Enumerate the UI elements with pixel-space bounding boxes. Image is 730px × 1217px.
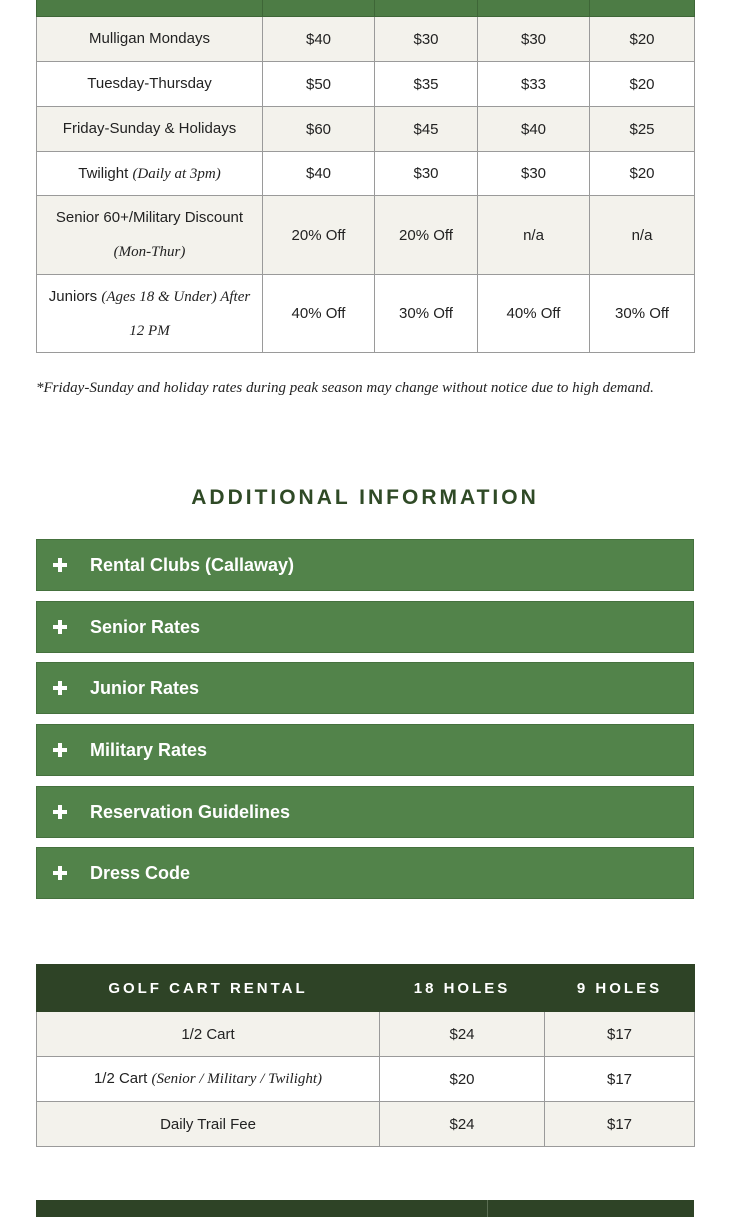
column-header: 9 HOLES: [545, 965, 695, 1012]
cart-cell: $17: [545, 1102, 695, 1147]
cart-label: Daily Trail Fee: [37, 1102, 380, 1147]
column-divider: [487, 1200, 488, 1217]
table-header-row-partial: [37, 0, 695, 17]
rate-cell: $60: [263, 107, 375, 152]
table-row: [37, 17, 695, 62]
table-row: [37, 152, 695, 196]
rate-cell: $30: [375, 17, 478, 62]
accordion-label: Reservation Guidelines: [90, 801, 291, 822]
accordion-label: Senior Rates: [90, 616, 201, 637]
rate-cell: 20% Off: [263, 196, 375, 275]
rate-cell: $20: [590, 17, 695, 62]
table-row: [37, 196, 695, 275]
table-row: [37, 62, 695, 107]
rates-footnote: *Friday-Sunday and holiday rates during peak season may change without notice due to high demand.: [36, 380, 654, 396]
rate-note: (Mon-Thur): [113, 244, 186, 260]
cart-cell: $17: [545, 1057, 695, 1102]
rate-label: Twilight (Daily at 3pm): [37, 152, 263, 196]
rate-cell: n/a: [590, 196, 695, 275]
accordion-military-rates[interactable]: [36, 724, 694, 776]
plus-icon: [37, 681, 85, 695]
cart-label: 1/2 Cart (Senior / Military / Twilight): [37, 1057, 380, 1102]
rate-label: Senior 60+/Military Discount (Mon-Thur): [37, 196, 263, 275]
accordion-label: Rental Clubs (Callaway): [90, 554, 295, 575]
rate-cell: 40% Off: [478, 275, 590, 353]
cart-label: 1/2 Cart: [37, 1012, 380, 1057]
next-table-header-partial: [36, 1200, 694, 1217]
rate-cell: $33: [478, 62, 590, 107]
accordion-label: Junior Rates: [90, 677, 200, 698]
rate-label: Juniors (Ages 18 & Under) After 12 PM: [37, 275, 263, 353]
cart-cell: $24: [380, 1102, 545, 1147]
accordion-senior-rates[interactable]: [36, 601, 694, 653]
plus-icon: [37, 743, 85, 757]
rate-note: (Daily at 3pm): [132, 165, 221, 182]
cart-cell: $17: [545, 1012, 695, 1057]
column-header: GOLF CART RENTAL: [37, 965, 380, 1012]
table-row: [37, 107, 695, 152]
rate-cell: $30: [478, 152, 590, 196]
accordion-dress-code[interactable]: [36, 847, 694, 899]
rate-cell: $20: [590, 62, 695, 107]
plus-icon: [37, 620, 85, 634]
rate-label: Tuesday-Thursday: [37, 62, 263, 107]
accordion-rental-clubs[interactable]: [36, 539, 694, 591]
rate-cell: $25: [590, 107, 695, 152]
rate-label: Mulligan Mondays: [37, 17, 263, 62]
rate-cell: $40: [263, 17, 375, 62]
plus-icon: [37, 805, 85, 819]
table-row: [37, 1057, 695, 1102]
golf-cart-rental-table: [36, 964, 695, 1147]
column-header: 18 HOLES: [380, 965, 545, 1012]
rate-cell: $20: [590, 152, 695, 196]
rate-cell: $30: [478, 17, 590, 62]
rate-cell: n/a: [478, 196, 590, 275]
section-heading: ADDITIONAL INFORMATION: [191, 486, 539, 509]
rate-cell: 30% Off: [375, 275, 478, 353]
cart-cell: $20: [380, 1057, 545, 1102]
accordion-junior-rates[interactable]: [36, 662, 694, 714]
plus-icon: [37, 558, 85, 572]
cart-cell: $24: [380, 1012, 545, 1057]
rate-cell: $50: [263, 62, 375, 107]
table-row: [37, 275, 695, 353]
accordion-label: Military Rates: [90, 739, 208, 760]
rate-label: Friday-Sunday & Holidays: [37, 107, 263, 152]
rate-cell: 30% Off: [590, 275, 695, 353]
rate-cell: $45: [375, 107, 478, 152]
table-row: [37, 1102, 695, 1147]
rate-cell: $30: [375, 152, 478, 196]
accordion-label: Dress Code: [90, 862, 191, 883]
green-fees-table: [36, 0, 695, 353]
rate-cell: $35: [375, 62, 478, 107]
rate-cell: 40% Off: [263, 275, 375, 353]
rate-cell: $40: [263, 152, 375, 196]
accordion-reservation-guidelines[interactable]: [36, 786, 694, 838]
rate-cell: $40: [478, 107, 590, 152]
plus-icon: [37, 866, 85, 880]
rate-cell: 20% Off: [375, 196, 478, 275]
rate-note: (Ages 18 & Under) After 12 PM: [101, 288, 251, 339]
table-row: [37, 1012, 695, 1057]
table-header-row: [37, 965, 695, 1012]
cart-note: (Senior / Military / Twilight): [151, 1071, 323, 1087]
